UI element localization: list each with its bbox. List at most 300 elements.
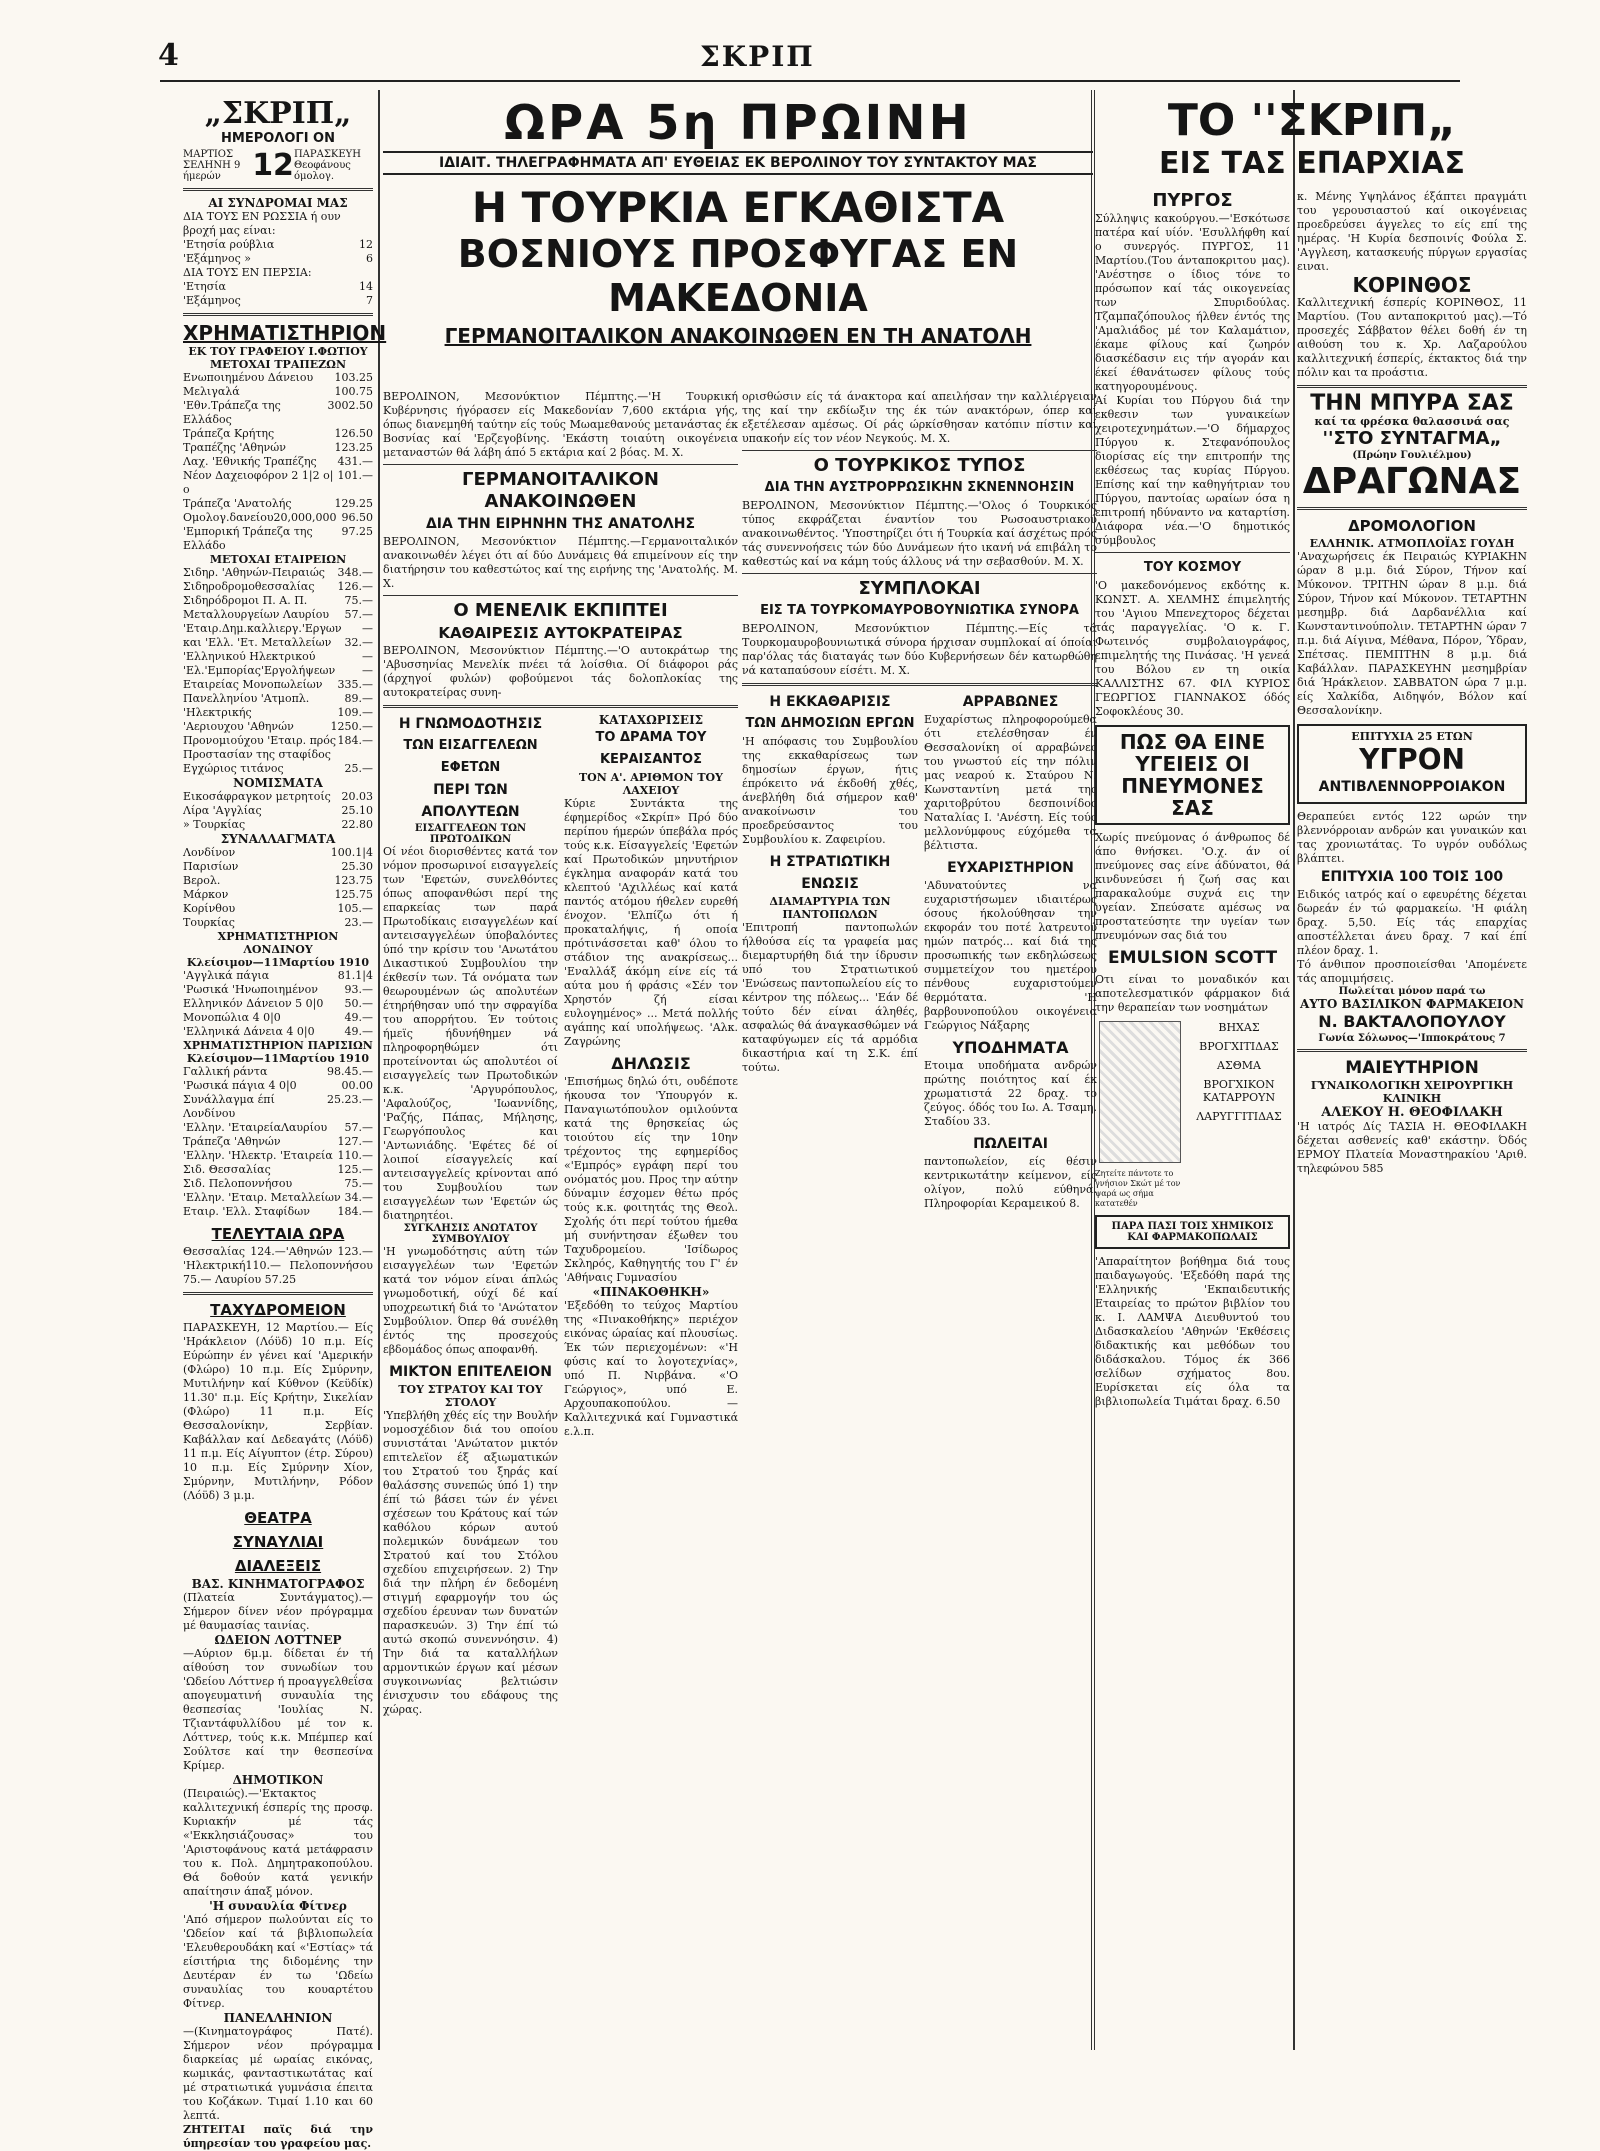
row-value: 125.75 — [334, 888, 373, 901]
center-right-column — [742, 390, 1097, 2050]
row-label: 'Ετησία — [183, 280, 226, 293]
row-value: 126.— — [337, 580, 373, 593]
provinces-subtitle: ΕΙΣ ΤΑΣ ΕΠΑΡΧΙΑΣ — [1158, 146, 1466, 181]
ad-title: ΥΠΟΔΗΜΑΤΑ — [952, 1038, 1069, 1057]
table-row — [183, 706, 373, 720]
ad-title: ΣΑΣ — [1171, 796, 1214, 820]
row-label: Τράπεζα Κρήτης — [183, 427, 275, 440]
ad-brand: EMULSION SCOTT — [1107, 948, 1278, 968]
row-label: Συνάλλαγμα έπί Λονδίνου — [183, 1093, 275, 1120]
london-date: Κλείσιμον—11Μαρτίου 1910 — [186, 956, 370, 969]
table-row — [183, 860, 373, 874]
table-row — [183, 399, 373, 427]
article-subtitle: ΤΟΥ ΣΤΡΑΤΟΥ ΚΑΙ ΤΟΥ ΣΤΟΛΟΥ — [398, 1383, 543, 1409]
article-subtitle: ΚΑΘΑΙΡΕΣΙΣ ΑΥΤΟΚΡΑΤΕΙΡΑΣ — [438, 624, 683, 642]
ad-beer-title: ΤΗΝ ΜΠΥΡΑ ΣΑΣ — [1310, 391, 1514, 416]
saint: Θεοφάνους όμολογ. — [293, 160, 351, 182]
column-divider — [378, 90, 380, 2050]
row-label: Λίρα 'Αγγλίας — [183, 804, 262, 817]
ad-liquid-sub: ΑΝΤΙΒΛΕΝΝΟΡΡΟΙΑΚΟΝ — [1318, 779, 1506, 795]
article-prosecutors: Οί νέοι διορισθέντες κατά τον νόμον προσωρινοί εισαγγελείς των 'Εφετών, συνελθόντες όπως αποφανθώσι περί της επαρκείας των παρά Πρωτοδίκαις εισαγγελέων καί αντεισαγγελέων ύποβαλόντες ύπό την κρίσιν του 'Ανωτάτου Δικαστικού Συμβουλίου την έκθεσίν των. Τά ονόματα των θεωρουμένων ώς απολυτέων έτηρήθησαν υπό την σφραγίδα του απορρήτου. Έν τούτοις ήμεϊς ήδυνήθημεν νά πληροφορηθώμεν ότι προτείνονται ώς απολυτέοι οί εισαγγελείς των Πρωτοδικών κ.κ. 'Αργυρόπουλος, 'Αφαλούζος, 'Ιωαννίδης, 'Ραζής, Πάπας, Μήλησης, Γεωργόπουλος και 'Αντωνιάδης. 'Εφέτες δέ οί λοιποί είσαγγελείς καί αντεισαγγελείς κρίνονται από του Συμβουλίου των εισαγγελέων των 'Εφετών ώς διατηρητέοι. — [383, 845, 558, 1222]
row-value: 100.75 — [334, 385, 373, 398]
table-row — [183, 1149, 373, 1163]
ailments-list — [1189, 1015, 1289, 1209]
row-value: 103.25 — [334, 371, 373, 384]
row-label: 'Ρωσικά πάγια 4 0|0 — [183, 1079, 297, 1092]
row-value: 22.80 — [341, 818, 373, 831]
row-label: Τράπεζα 'Ανατολής — [183, 497, 292, 510]
row-label: 'Εθν.Τράπεζα της Ελλάδος — [183, 399, 281, 426]
clinic-sub: ΓΥΝΑΙΚΟΛΟΓΙΚΗ ΧΕΙΡΟΥΡΓΙΚΗ ΚΛΙΝΙΚΗ — [1310, 1079, 1514, 1105]
article-title: Ο ΤΟΥΡΚΙΚΟΣ ΤΥΠΟΣ — [813, 455, 1026, 476]
table-row — [183, 902, 373, 916]
companies-title: ΜΕΤΟΧΑΙ ΕΤΑΙΡΕΙΩΝ — [209, 553, 347, 566]
table-row — [183, 790, 373, 804]
table-row — [183, 1163, 373, 1177]
table-row — [183, 916, 373, 930]
fitner-title: 'Η συναυλία Φίτνερ — [209, 1899, 347, 1913]
article-clashes: ΒΕΡΟΛΙΝΟΝ, Μεσονύκτιον Πέμπτης.—Είς τά Τουρκομαυροβουνιωτικά σύνορα ήρχισαν συμπλοκαί αί όποίαι παρ'όλας τάς διαταγάς των δύο Κυβερνήσεων δέν κατωρθώθη νά καταπαύσουν είσέτι. Μ. Χ. — [742, 622, 1097, 677]
left-column — [183, 90, 387, 2150]
row-label: Εταιρείας Μονοπωλείων — [183, 678, 323, 691]
row-value: 105.— — [337, 902, 373, 915]
row-label: 'Εξάμηνος » — [183, 252, 251, 265]
row-value: 100.1|4 — [330, 846, 373, 859]
article-title: «ΠΙΝΑΚΟΘΗΚΗ» — [592, 1285, 710, 1299]
london-table — [183, 969, 373, 1039]
article-title: ΔΗΛΩΣΙΣ — [611, 1054, 691, 1073]
last-hour-title: ΤΕΛΕΥΤΑΙΑ ΩΡΑ — [211, 1225, 345, 1243]
cinema-title: ΒΑΣ. ΚΙΝΗΜΑΤΟΓΡΑΦΟΣ — [191, 1577, 365, 1591]
ad-liquid-text: Θεραπεύει εντός 122 ωρών την βλεννόρροιαν ανδρών και γυναικών και τας χρονιωτάτας. Το υγρόν ουδόλως βλάπτει. — [1297, 810, 1527, 865]
theatre-title: ΘΕΑΤΡΑ — [244, 1509, 312, 1527]
ad-liquid-text-2: Ειδικός ιατρός καί ο εφευρέτης δέχεται δωρεάν έν τώ φαρμακείω. 'Η φιάλη δραχ. 5,50. Είς τάς επαρχίας αποστέλλεται άνευ δραχ. 7 καί έπί πλέον δραχ. 1. — [1297, 888, 1527, 957]
fx-table — [183, 846, 373, 930]
article-title: ΜΙΚΤΟΝ ΕΠΙΤΕΛΕΙΟΝ — [389, 1364, 552, 1380]
table-row — [183, 1011, 373, 1025]
pharmacy-address: Γωνία Σόλωνος—'Ιπποκράτους 7 — [1318, 1033, 1506, 1044]
row-label: Τραπέζης 'Αθηνών — [183, 441, 286, 454]
article-title: Η ΣΤΡΑΤΙΩΤΙΚΗ ΕΝΩΣΙΣ — [769, 854, 891, 892]
article-pyrgos: Σύλληψις κακούργου.—'Εσκότωσε πατέρα καί υίόν. 'Εσυλλήφθη καί ο συνεργός. ΠΥΡΓΟΣ, 11 Μαρτίου.(Του άνταποκριτου μας). 'Ανέστησε ο ίδιος τόνε το πρόσωπον καί τάς οικογενείας των Σπυριδούλας. Τζαμπαζόπουλος ήλθεν έντός της 'Αμαλιάδος μέ τον Καλαμάτιον, έκαμε φίλους καί ζωηρόν διασκέδασιν εις τήν αγοράν και έκεί έθανάτωσεν φίλους τούς κατηγορουμένους. — [1095, 212, 1290, 393]
ads-column — [1297, 190, 1527, 2050]
dimotikon-title: ΔΗΜΟΤΙΚΟΝ — [232, 1773, 324, 1787]
row-label: Μελιγαλά — [183, 385, 240, 398]
panellinion-text: —(Κινηματογράφος Πατέ). Σήμερον νέον πρόγραμμα διαρκείας μέ ωραίας εικόνας, κωμικάς, φανταστικωτάτας καί μέ στρατιωτικά γυμνάσια έπειτα του Κοζάκων. Τιμαί 1.10 και 60 λεπτά. — [183, 2025, 373, 2122]
timetable-text: 'Αναχωρήσεις έκ Πειραιώς ΚΥΡΙΑΚΗΝ ώραν 8 μ.μ. διά Σύρον, Τήνον καί Μύκονον. ΤΡΙΤΗΝ ώραν 8 μ.μ. διά Σύρον, Τήνον καί Μύκονον. ΤΕΤΑΡΤΗΝ μεσημβρ. διά Δαρδανέλλια καί Κωνσταντινούπολιν. ΤΕΤΑΡΤΗΝ ώραν 7 π.μ. διά Αίγινα, Μέθανα, Πόρον, Ύδραν, Σπέτσας. ΠΕΜΠΤΗΝ 8 μ.μ. διά Καβάλλαν. ΠΑΡΑΣΚΕΥΗΝ μεσημβρίαν διά Ήράκλειον. ΣΑΒΒΑΤΟΝ ώρα 7 μ.μ. είς Χαλκίδα, Αιδηψόν, Βόλον καί Θεσσαλονίκην. — [1297, 550, 1527, 717]
clinic-title: ΜΑΙΕΥΤΗΡΙΟΝ — [1345, 1058, 1479, 1078]
page-number: 4 — [158, 38, 179, 73]
table-row — [183, 874, 373, 888]
ad-success-label: ΕΠΙΤΥΧΙΑ 25 ΕΤΩΝ — [1351, 730, 1473, 743]
article-title: ΣΥΜΠΛΟΚΑΙ — [858, 578, 981, 599]
article-subtitle: ΔΙΑΜΑΡΤΥΡΙΑ ΤΩΝ ΠΑΝΤΟΠΩΛΩΝ — [769, 895, 891, 921]
subscriptions-list — [183, 210, 373, 308]
article-thanks: 'Αδυνατούντες να ευχαριστήσωμεν ιδιαιτέρως όσους ήκολούθησαν την εκφοράν του ποτέ λατρευτού ημών πατρός... καί διά της προσωπικής των εκδηλώσεως συμμετείχον του ημετέρου πένθους ευχαριστούμεν θερμότατα. 'Η βαρβουνοπούλου οικογένεια Γεώργιος Νάξαρης — [924, 879, 1097, 1032]
row-value: 431.— — [337, 455, 373, 468]
concerts-title: ΣΥΝΑΥΛΙΑΙ — [232, 1533, 324, 1551]
table-row — [183, 678, 373, 692]
table-row — [183, 720, 373, 734]
article-title: Ο ΜΕΝΕΛΙΚ ΕΚΠΙΠΤΕΙ — [453, 600, 668, 621]
row-value: 50.— — [344, 997, 373, 1010]
article-german-italian: ΒΕΡΟΛΙΝΟΝ, Μεσονύκτιον Πέμπτης.—Γερμανοιταλικόν ανακοινωθέν λέγει ότι αί δύο Δυνάμεις θά επιμείνουν είς την διατήρησιν του καθεστώτος καί της ειρήνης της 'Ανατολής. Μ. Χ. — [383, 535, 738, 590]
dimotikon-text: (Πειραιώς).—'Εκτακτος καλλιτεχνική έσπερίς της προσφ. Κυριακήν μέ τάς «'Εκκλησιάζουσας» του 'Αριστοφάνους κατά μετάφρασιν του κ. Πολ. Δημητρακοπούλου. Θά δοθούν κατά γενικήν απαίτησιν άπαξ μόνον. — [183, 1787, 373, 1898]
row-label: Εικοσάφραγκον μετρητοίς — [183, 790, 331, 803]
clinic-name: ΑΛΕΚΟΥ Η. ΘΕΟΦΙΛΑΚΗ — [1321, 1105, 1503, 1120]
table-row — [183, 1177, 373, 1191]
ad-book: 'Απαραίτητον βοήθημα διά τους παιδαγωγούς. 'Εξεδόθη παρά της 'Ελληνικής 'Εκπαιδευτικής Εταιρείας το πρώτον βιβλίον του κ. Ι. ΛΑΜΨΑ Διευθυντού του Διδασκαλείου 'Αθηνών 'Εκθέσεις διδακτικής και μεθόδων του διδάσκαλου. Τόμος έκ 366 σελίδων σχήματος 8ου. Ευρίσκεται είς όλα τα βιβλιοπωλεία Τιμάται δραχ. 6.50 — [1095, 1255, 1290, 1408]
headline-3: ΓΕΡΜΑΝΟΙΤΑΛΙΚΟΝ ΑΝΑΚΟΙΝΩΘΕΝ ΕΝ ΤΗ ΑΝΑΤΟΛΗ — [444, 324, 1032, 348]
row-value: 34.— — [344, 1191, 373, 1204]
row-label: 'Εταιρ.Δημ.καλλιεργ.'Εργων — [183, 622, 342, 635]
table-row — [183, 818, 373, 832]
row-value: 184.— — [337, 734, 373, 747]
table-row — [183, 734, 373, 762]
table-row — [183, 1093, 373, 1121]
section-title: ΚΑΤΑΧΩΡΙΣΕΙΣ — [598, 713, 704, 727]
companies-table — [183, 566, 373, 776]
table-row — [183, 1135, 373, 1149]
ad-title: ΠΩΣ ΘΑ ΕΙΝΕ — [1119, 730, 1266, 754]
article-mixed-staff: 'Υπεβλήθη χθές είς την Βουλήν νομοσχέδιον διά του οποίου συνιστάται 'Ανώτατον μικτόν επιτελεϊον έξ αξιωματικών του Στρατού του ξηράς καί θαλάσσης συνεπώς ύπό 1) την έπί τώ βάσει τών έν γένει σχέσεων του Κράτους καί τών καθόλου κόρων αυτού πολεμικών δυνάμεων του Στρατού καί του Στόλου σχεδίου επιχειρήσεων. 2) Την διά την πλήρη έν δεδομένη στιγμή εφαρμογήν του ώς σχεδίου έρευναν των δυνατών παρασκευών. 3) Την έπί τώ αυτώ σκοπώ συνεννόησιν. 4) Την διά τα καταλλήλων αρμοντικών έργων καί μέσων συγκοινωνίας βελτιώσιν ένισχυσιν του εδάφους της χώρας. — [383, 1409, 558, 1716]
row-label: Μεταλλουργείων Λαυρίου — [183, 608, 330, 621]
article-menelik: ΒΕΡΟΛΙΝΟΝ, Μεσονύκτιον Πέμπτης.—'Ο αυτοκράτωρ της 'Αβυσσηνίας Μενελίκ πνέει τά λοίσθια. Οί διάφοροι ράς (άρχηγοί φυλών) φοβούμενοι τάς δολοπλοκίας της αυτοκρατείρας συνη- — [383, 644, 738, 699]
article-misc: κ. Μένης Υψηλάνος έξάπτει πραγμάτι του γερουσιαστού καί οικογένειας προεδρεύσει άγγελες το είς επί της ημέρας. 'Η Κυρία δεσποινίς Φούλα Σ. 'Αγγλεση, κατασκευής πύργων εργασίας ειναι. — [1297, 190, 1527, 273]
coins-title: ΝΟΜΙΣΜΑΤΑ — [233, 776, 323, 790]
row-value: 96.50 — [341, 511, 373, 524]
article-public-works: 'Η απόφασις του Συμβουλίου της εκκαθαρίσεως των δημοσίων έργων, ήτις έπρόκειτο νά έκδοθή χθές, άνεβλήθη διά σήμερον καθ' ανακοίνωσιν του προεδρεύσαντος του Συμβουλίου κ. Ζαφειρίου. — [742, 735, 918, 846]
row-value: 25.— — [344, 762, 373, 775]
row-label: Παρισίων — [183, 860, 239, 873]
row-label: Κορίνθου — [183, 902, 236, 915]
article-pyrgos-2: Αί Κυρίαι του Πύργου διά την εκθεσιν των γυναικείων χειροτεχνημάτων.—'Ο δήμαρχος Πύργου κ. Στεφανόπουλος διορίσας είς την επιτροπήν της εκθέσεως τας κυρίας Πύργου. Επίσης καί την καθηγήτριαν του Πύργου, παντοίας ωραίων όσα η επιτροπή ηδύναντο να καταρτίση. Διάφορα νέα.—'Ο δημοτικός σύμβουλος — [1095, 394, 1290, 547]
article-turkey-refugees: ΒΕΡΟΛΙΝΟΝ, Μεσονύκτιον Πέμπτης.—'Η Τουρκική Κυβέρνησις ήγόρασεν είς Μακεδονίαν 7,600 εκτάρια γής, όπως διανεμηθή ταύτην είς τούς Μωαμεθανούς μετανάστας έκ Βοσνίας καί 'Ερζεγοβίνης. 'Εκάστη τοιαύτη οικογένεια μεταναστών θά λάβη άπό 5 εκτάρια καί 2 βόας. Μ. Χ. — [383, 390, 738, 459]
row-value: 23.— — [344, 916, 373, 929]
table-row — [183, 762, 373, 776]
row-label: Εγχώριος τιτάνος — [183, 762, 284, 775]
row-value: 348.— — [337, 566, 373, 579]
table-row — [183, 1121, 373, 1135]
row-label: 'Ελ.'Εμπορίας'Εργολήψεων — [183, 664, 336, 677]
ailment-item: ΑΣΘΜΑ — [1217, 1059, 1261, 1072]
row-value: 75.— — [344, 1177, 373, 1190]
row-value: 49.— — [344, 1025, 373, 1038]
ad-beer-note: (Πρώην Γουλιέλμου) — [1352, 450, 1472, 461]
row-label: Σιδ. Θεσσαλίας — [183, 1163, 271, 1176]
table-row — [183, 294, 373, 308]
table-row — [183, 1065, 373, 1079]
table-row — [183, 525, 373, 553]
article-subtitle: ΔΙΑ ΤΗΝ ΕΙΡΗΝΗΝ ΤΗΣ ΑΝΑΤΟΛΗΣ — [425, 516, 696, 532]
month: ΜΑΡΤΙΟΣ — [183, 149, 234, 160]
ad-liquid: ΥΓΡΟΝ — [1359, 743, 1465, 776]
london-title: ΧΡΗΜΑΤΙΣΤΗΡΙΟΝ ΛΟΝΔΙΝΟΥ — [217, 930, 339, 956]
ad-shoes: Ετοιμα υποδήματα ανδρών πρώτης ποιότητος καί έκ χρωματιστά 22 δραχ. το ζεύγος. όδός του Ιω. Α. Τσαμη. Σταδίου 33. — [924, 1059, 1097, 1128]
row-value: 184.— — [337, 1205, 373, 1218]
table-row — [183, 622, 373, 636]
row-label: Πανελληνίου 'Ατμοπλ. — [183, 692, 310, 705]
row-value: 20.03 — [341, 790, 373, 803]
last-hour-text: Θεσσαλίας 124.—'Αθηνών 123.— 'Ηλεκτρική110.— Πελοποννήσου 75.— Λαυρίου 57.25 — [183, 1245, 373, 1286]
row-value: 109.— — [337, 706, 373, 719]
row-label: Σιδηρ. 'Αθηνών-Πειραιώς — [183, 566, 325, 579]
table-row — [183, 846, 373, 860]
masthead-rule — [160, 80, 1460, 82]
row-value: 93.— — [344, 983, 373, 996]
ailment-item: ΒΡΟΓΧΙΤΙΔΑΣ — [1199, 1040, 1279, 1053]
pharmacy-name: Ν. ΒΑΚΤΑΛΟΠΟΥΛΟΥ — [1318, 1012, 1506, 1031]
day-number: 12 — [252, 148, 294, 183]
row-label: 'Ελληνικού Ηλεκτρικού — [183, 650, 316, 663]
provinces-header — [1097, 95, 1527, 181]
row-label: Τουρκίας — [183, 916, 235, 929]
banner: ΩΡΑ 5η ΠΡΩΙΝΗ — [504, 95, 972, 151]
table-row — [183, 441, 373, 455]
ad-beer-place: ''ΣΤΟ ΣΥΝΤΑΓΜΑ„ — [1322, 428, 1502, 449]
table-row — [183, 469, 373, 497]
ad-for-sale: παντοπωλείον, είς θέσιν κεντρικωτάτην κείμενον, είς ολίγον, πολύ εύθηνά. Πληροφορίαι Κεραμεικού 8. — [924, 1155, 1097, 1210]
table-row — [183, 1191, 373, 1205]
table-row — [183, 371, 373, 385]
table-row — [183, 692, 373, 706]
row-value: — — [362, 650, 373, 663]
row-label: Σιδηρόδρομοι Π. Α. Π. — [183, 594, 308, 607]
table-row — [183, 804, 373, 818]
calendar-label: ΗΜΕΡΟΛΟΓΙ ΟΝ — [221, 131, 335, 146]
banks-table — [183, 371, 373, 553]
row-label: 'Ρωσικά 'Ηνωποιημένον — [183, 983, 318, 996]
row-label: 'Εξάμηνος — [183, 294, 241, 307]
row-value: 335.— — [337, 678, 373, 691]
row-label: Γαλλική ράντα — [183, 1065, 268, 1078]
odeion-text: —Αύριον 6μ.μ. δίδεται έν τή αίθούση τον συνωδίων του 'Ωδείου Λόττνερ ή προαγγελθεΐσα απογευματινή συναυλία της θεσπεσίας 'Ιουλίας Ν. Τζιαντάφυλλίδου μέ τον κ. Λόττνερ, τούς κ.κ. Μπέμπερ καί Σούλτσε καί την θεσπεσίνα Κρίμερ. — [183, 1647, 373, 1772]
table-row — [183, 608, 373, 622]
article-subtitle: ΔΙΑ ΤΗΝ ΑΥΣΤΡΟΡΡΩΣΙΚΗΝ ΣΚΝΕΝΝΟΗΣΙΝ — [764, 480, 1075, 495]
paris-date: Κλείσιμον—11Μαρτίου 1910 — [186, 1052, 370, 1065]
row-label: Βερολ. — [183, 874, 221, 887]
row-label: 'Ετησία ρούβλια — [183, 238, 275, 251]
row-label: Λαχ. 'Εθνικής Τραπέζης — [183, 455, 317, 468]
row-value: 25.30 — [341, 860, 373, 873]
table-row — [183, 580, 373, 594]
ad-beer-sub: καί τα φρέσκα θαλασσινά σας — [1314, 415, 1510, 428]
headline-2: ΒΟΣΝΙΟΥΣ ΠΡΟΣΦΥΓΑΣ ΕΝ ΜΑΚΕΔΟΝΙΑ — [457, 232, 1019, 320]
row-label: » Τουρκίας — [183, 818, 246, 831]
row-label: 'Ελλην. 'Ηλεκτρ. 'Εταιρεία — [183, 1149, 333, 1162]
cinema-text: (Πλατεία Συντάγματος).—Σήμερον δίνεν νέον πρόγραμμα μέ θαυμασίας ταινίας. — [183, 1591, 373, 1632]
article-grocers: 'Επιτροπή παντοπωλών ήλθούσα είς τα γραφεία μας διεμαρτυρήθη διά την ίδρυσιν υπό του Στρατιωτικού 'Ενώσεως παντοπωλείου είς το κέντρον της πόλεως... 'Εάν δέ τούτο δέν είναι άληθές, ασφαλώς θά άναγκασθώμεν νά καταφύγωμεν είς τά αρμόδια δικαστήρια καί τη Σ.Κ. έπί τούτω. — [742, 921, 918, 1074]
date-block — [183, 148, 373, 183]
table-row — [183, 385, 373, 399]
table-row — [183, 427, 373, 441]
article-lottery: Κύριε Συντάκτα της έφημερίδος «Σκρίπ» Πρό δύο περίπου ήμερών ύπεβάλα πρός τούς κ.κ. Είσαγγελείς 'Εφετών καί Πρωτοδικών μηνυτήριον έγκλημα αναφοράν κατά του κλεπτού 'Αχιλλέως καί κατά παντός ατόμου ήθελεν ευρεθή ένοχον. 'Ελπίζω ότι ή προκαταλήψις, ή οποία πρότινάσσεται καθ' όλου το στάδιον της ανακρίσεως... 'Εναλλάξ άκόμη είνε είς τά αύτα μου ή φράσις «Σέν τον Χρηστόν ζή είσαι ευλογημένος» ... Μετά πολλής αγάπης καί υπολήψεως. 'Αλκ. Ζαγρώνης — [564, 797, 738, 1048]
row-value: 81.1|4 — [337, 969, 373, 982]
row-label: Προνομιούχου 'Εταιρ. πρός Προστασίαν της σταφίδος — [183, 734, 337, 761]
table-row — [183, 983, 373, 997]
row-value: 1250.— — [330, 720, 373, 733]
row-value: 00.00 — [341, 1079, 373, 1092]
row-value: — — [362, 622, 373, 635]
clinic-text: 'Η ιατρός Δίς ΤΑΣΙΑ Η. ΘΕΟΦΙΛΑΚΗ δέχεται ασθενείς καθ' εκάστην. Όδός ΕΡΜΟΥ Πλατεία Μοναστηρακίου 'Αριθ. τηλεφώνου 585 — [1297, 1120, 1527, 1175]
masthead-title: ΣΚΡΙΠ — [700, 40, 815, 73]
article-subtitle: ΤΟΝ Α'. ΑΡΙΘΜΟΝ ΤΟΥ ΛΑΧΕΙΟΥ — [578, 771, 723, 797]
table-row — [183, 1205, 373, 1219]
paris-title: ΧΡΗΜΑΤΙΣΤΗΡΙΟΝ ΠΑΡΙΣΙΩΝ — [183, 1039, 373, 1052]
row-value: 97.25 — [341, 525, 373, 538]
center-header — [383, 95, 1093, 352]
row-value: 25.23.— — [327, 1093, 373, 1106]
row-label: Τράπεζα 'Αθηνών — [183, 1135, 281, 1148]
pharmacy-notice: ΠΑΡΑ ΠΑΣΙ ΤΟΙΣ ΧΗΜΙΚΟΙΣ ΚΑΙ ΦΑΡΜΑΚΟΠΩΛΑΙΣ — [1095, 1215, 1290, 1249]
post-text: ΠΑΡΑΣΚΕΥΗ, 12 Μαρτίου.— Είς 'Ηράκλειον (Λόϋδ) 10 π.μ. Είς Εύρώπην έν γένει καί 'Αμερικήν (Φλώρο) 10 π.μ. Είς Σμύρνην, Μυτιλήνην καί Κύθνον (Κεϋδίκ) 11.30' π.μ. Είς Κρήτην, Σικελίαν (Φλώρο) 11 π.μ. Είς Θεσσαλονίκην, Σερβίαν. Καβάλλαν καί Δεδεαγάτς (Λόϋδ) 11 π.μ. Είς Αίγυπτον (έτρ. Σύρου) 10 π.μ. Είς Σμύρνην Χίον, Σμύρνην, Μυτιλήνην, Ρόδον (Λόϋδ) 3 μ.μ. — [183, 1321, 373, 1502]
article-title: ΓΕΡΜΑΝΟΙΤΑΛΙΚΟΝ ΑΝΑΚΟΙΝΩΘΕΝ — [461, 469, 659, 512]
article-korinthos: Καλλιτεχνική έσπερίς ΚΟΡΙΝΘΟΣ, 11 Μαρτίου. (Του ανταποκριτού μας).—Τό προσεχές Σάββατον θέλει δοθή έν τη αιθούση του κ. Χρ. Λαζαρούλου καλλιτεχνική έσπερίς, έκτακτος διά την πόλιν και τα προάστια. — [1297, 296, 1527, 379]
banks-title: ΜΕΤΟΧΑΙ ΤΡΑΠΕΖΩΝ — [209, 358, 346, 371]
row-value: 129.25 — [334, 497, 373, 510]
row-label: Σιδ. Πελοποννήσου — [183, 1177, 293, 1190]
article-subtitle: ΕΙΣΑΓΓΕΛΕΩΝ ΤΩΝ ΠΡΩΤΟΔΙΚΩΝ — [414, 823, 527, 845]
moon: ΣΕΛΗΝΗ 9 ήμερών — [183, 160, 241, 182]
fisherman-illustration — [1099, 1021, 1181, 1163]
calendar-title: „ΣΚΡΙΠ„ — [204, 96, 352, 131]
odeion-title: ΩΔΕΙΟΝ ΛΟΤΤΝΕΡ — [214, 1633, 342, 1647]
row-label: Ομολογ.δανείου20,000,000 — [183, 511, 337, 524]
row-value: 126.50 — [334, 427, 373, 440]
row-label: Ελληνικόν Δάνειον 5 0|0 — [183, 997, 324, 1010]
subscriptions-title: ΑΙ ΣΥΝΔΡΟΜΑΙ ΜΑΣ — [208, 196, 348, 210]
row-value: 49.— — [344, 1011, 373, 1024]
row-value: 123.25 — [334, 441, 373, 454]
ad-sold-at: Πωλείται μόνον παρά τω — [1338, 986, 1486, 997]
provinces-column — [1095, 190, 1290, 2050]
article-society: 'Ο μακεδονόμενος εκδότης κ. ΚΩΝΣΤ. Α. ΧΕΛΜΗΣ έπιμελητής του 'Αγιου Μπενεχτορος δέχεται τάς παραγγελίας. 'Ο κ. Γ. Φωτεινός συμβολαιογράφος, επιμελητής της Πινάσας. 'Η γενεά του Βόλου εν τη οικία ΚΑΛΛΙΣΤΗΣ 67. ΦΙΛ ΚΥΡΙΟΣ ΓΕΩΡΓΙΟΣ ΓΙΑΝΝΑΚΟΣ όδός Σοφοκλέους 30. — [1095, 579, 1290, 718]
row-label: ΔΙΑ ΤΟΥΣ ΕΝ ΠΕΡΣΙΑ: — [183, 266, 312, 279]
article-subtitle: ΤΩΝ ΔΗΜΟΣΙΩΝ ΕΡΓΩΝ — [745, 716, 915, 731]
section-title: ΤΟΥ ΚΟΣΜΟΥ — [1143, 560, 1242, 575]
ailment-item: ΛΑΡΥΓΓΙΤΙΔΑΣ — [1196, 1110, 1282, 1123]
timetable-sub: ΕΛΛΗΝΙΚ. ΑΤΜΟΠΛΟΪΑΣ ΓΟΥΔΗ — [1309, 537, 1515, 550]
row-value: 110.— — [337, 1149, 373, 1162]
row-value: 75.— — [344, 594, 373, 607]
paris-table — [183, 1065, 373, 1219]
bourse-title: ΧΡΗΜΑΤΙΣΤΗΡΙΟΝ — [183, 321, 387, 345]
row-value: 57.— — [344, 1121, 373, 1134]
row-value: 32.— — [344, 636, 373, 649]
row-value: 98.45.— — [327, 1065, 373, 1078]
row-value: 127.— — [337, 1135, 373, 1148]
wanted-notice: ΖΗΤΕΙΤΑΙ παϊς διά την ύπηρεσίαν του γραφείου μας. — [183, 2123, 373, 2150]
table-row — [183, 969, 373, 983]
provinces-title: ΤΟ ''ΣΚΡΙΠ„ — [1167, 95, 1457, 146]
table-row — [183, 650, 373, 664]
article-pinakothiki: 'Εξεδόθη το τεύχος Μαρτίου της «Πινακοθήκης» περιέχον εικόνας ώραίας καί πλουσίως. Έκ τών περιεχομένων: «'Η φύσις καί το λογοτεχνίας», υπό Π. Νιρβάνα. «'Ο Γεώργιος», υπό Ε. Αρχουπακοπούλου. —Καλλιτεχνικά καί Γυμναστικά ε.λ.π. — [564, 1299, 738, 1438]
row-label: Λονδίνον — [183, 846, 236, 859]
ad-success-100: ΕΠΙΤΥΧΙΑ 100 ΤΟΙΣ 100 — [1320, 869, 1504, 885]
table-row — [183, 210, 373, 238]
table-row — [183, 266, 373, 280]
row-label: 'Αγγλικά πάγια — [183, 969, 270, 982]
ad-title: ΠΝΕΥΜΟΝΕΣ — [1121, 774, 1264, 798]
table-row — [183, 566, 373, 580]
article-subtitle: ΣΥΓΚΛΗΣΙΣ ΑΝΩΤΑΤΟΥ ΣΥΜΒΟΥΛΙΟΥ — [403, 1223, 538, 1245]
row-value: 125.— — [337, 1163, 373, 1176]
row-value: 3002.50 — [327, 399, 373, 412]
article-turkish-press: ΒΕΡΟΛΙΝΟΝ, Μεσονύκτιον Πέμπτης.—'Ολος ό Τουρκικός τύπος εκφράζεται έναντίον του Ρωσοαυστριακού ανακοινωθέντος. 'Υποστηρίζει ότι ή Τουρκία καί άσχέτως πρός τάς συνεννοήσεις τών δύο Δυνάμεων ήτο ικανή νά επιβάλη το καθεστώς καί να κάμη τούς άλλους νά την σεβασθούν. Μ. Χ. — [742, 499, 1097, 568]
ad-title: ΥΓΕΙΕΙΣ ΟΙ — [1135, 752, 1250, 776]
ad-title: ΠΩΛΕΙΤΑΙ — [973, 1136, 1048, 1152]
row-value: 6 — [366, 252, 373, 265]
row-label: Εταιρ. 'Ελλ. Σταφίδων — [183, 1205, 310, 1218]
row-label: και 'Ελλ. 'Ετ. Μεταλλείων — [183, 636, 332, 649]
illustration-caption: Ζητείτε πάντοτε το γνήσιον Σκώτ μέ τον ψαρά ως σήμα κατατεθέν — [1095, 1169, 1181, 1208]
bourse-subtitle: ΕΚ ΤΟΥ ΓΡΑΦΕΙΟΥ Ι.ΦΩΤΙΟΥ — [188, 345, 368, 358]
table-row — [183, 636, 373, 650]
city-title: ΚΟΡΙΝΘΟΣ — [1352, 273, 1472, 297]
banner-subtitle: ΙΔΙΑΙΤ. ΤΗΛΕΓΡΑΦΗΜΑΤΑ ΑΠ' ΕΥΘΕΙΑΣ ΕΚ ΒΕΡΟΛΙΝΟΥ ΤΟΥ ΣΥΝΤΑΚΤΟΥ ΜΑΣ — [383, 151, 1093, 175]
table-row — [183, 888, 373, 902]
table-row — [183, 1079, 373, 1093]
row-value: 12 — [359, 238, 373, 251]
row-value: 57.— — [344, 608, 373, 621]
row-value: 14 — [359, 280, 373, 293]
table-row — [183, 997, 373, 1011]
panellinion-title: ΠΑΝΕΛΛΗΝΙΟΝ — [223, 2011, 333, 2025]
article-menelik-cont: ορισθώσιν είς τά άνακτορα καί απειλήσαν την καλλιέργειαν της καί την εκδίωξιν της έκ τών ανακτόρων, όπερ καί εξετέλεσαν αμέσως. Οί ράς ώρκίσθησαν κατόπιν πίστιν καί υπακοήν είς τον νέον Νεγκούς. Μ. Χ. — [742, 390, 1097, 445]
ad-scott-text: Χωρίς πνεύμονας ό άνθρωπος δέ άπο θνήσκει. 'Ο.χ. άν οί πνεύμονες σας είνε άδύνατοι, θά κινδυνεύσει ή ζωή σας και παρακαλούμε συχνά εις την υγείαν. Σπεύσατε αμέσως να προστατεύσητε την υγείαν των πνευμόνων σας διά του — [1095, 831, 1290, 942]
city-title: ΠΥΡΓΟΣ — [1152, 190, 1233, 211]
row-value: 25.10 — [341, 804, 373, 817]
table-row — [183, 664, 373, 678]
table-row — [183, 252, 373, 266]
article-title: Η ΕΚΚΑΘΑΡΙΣΙΣ — [769, 694, 891, 710]
ailment-item: ΒΗΧΑΣ — [1218, 1021, 1260, 1034]
fx-title: ΣΥΝΑΛΛΑΓΜΑΤΑ — [220, 832, 336, 846]
row-label: Νέον Δαχειοφόρον 2 1|2 ο|ο — [183, 469, 334, 496]
article-subtitle: ΠΕΡΙ ΤΩΝ ΑΠΟΛΥΤΕΩΝ — [421, 782, 520, 820]
lectures-title: ΔΙΑΛΕΞΕΙΣ — [234, 1557, 322, 1575]
row-value: 123.75 — [334, 874, 373, 887]
article-title: ΑΡΡΑΒΩΝΕΣ — [962, 694, 1059, 710]
row-label: 'Αεριουχου 'Αθηνών — [183, 720, 294, 733]
row-value: 89.— — [344, 692, 373, 705]
center-left-column — [383, 390, 738, 2050]
table-row — [183, 238, 373, 252]
article-title: ΕΥΧΑΡΙΣΤΗΡΙΟΝ — [947, 860, 1074, 876]
ailment-item: ΒΡΟΓΧΙΚΟΝ ΚΑΤΑΡΡΟΥΝ — [1202, 1078, 1276, 1104]
article-declaration: 'Επισήμως δηλώ ότι, ουδέποτε ήκουσα τον 'Υπουργόν κ. Παναγιωτόπουλον ομιλούντα κατά της θρησκείας ώς τοιούτου είς την 10ην τρέχοντος της εφημερίδος «'Εμπρός» εγράφη περί του ονόματός μου. Προς την αύτην δύναμιν έσχομεν θέτω πρός τούς κ.κ. φοιτητάς της Θεολ. Σχολής ότι περί τούτου ήμεθα μή συνήντησαν έξωθεν του Ταχυδρομείου. 'Ισίδωρος Σκληρός, Καθηγητής του Γ' έν 'Αθήναις Γυμνασίου — [564, 1075, 738, 1284]
row-label: Μονοπώλια 4 0|0 — [183, 1011, 281, 1024]
row-label: Σιδηροδρομοθεσσαλίας — [183, 580, 315, 593]
row-label: Ενωποιημένου Δάνειου — [183, 371, 314, 384]
timetable-title: ΔΡΟΜΟΛΟΓΙΟΝ — [1348, 517, 1476, 535]
row-value: 7 — [366, 294, 373, 307]
article-subtitle: ΤΩΝ ΕΙΣΑΓΓΕΛΕΩΝ ΕΦΕΤΩΝ — [403, 738, 538, 775]
weekday: ΠΑΡΑΣΚΕΥΗ — [293, 149, 361, 160]
pharmacy-title: ΑΥΤΟ ΒΑΣΙΛΙΚΟΝ ΦΑΡΜΑΚΕΙΟΝ — [1300, 997, 1524, 1011]
article-subtitle: ΕΙΣ ΤΑ ΤΟΥΡΚΟΜΑΥΡΟΒΟΥΝΙΩΤΙΚΑ ΣΥΝΟΡΑ — [760, 603, 1079, 618]
row-label: 'Ηλεκτρικής — [183, 706, 252, 719]
row-value: — — [362, 664, 373, 677]
article-engagement: Ευχαρίστως πληροφορούμεθα ότι ετελέσθησαν έν Θεσσαλονίκη οί αρραβώνες του γνωστού είς την πόλιν μας νεαρού κ. Σταύρου Ν. Κωνσταντίνη μετά της χαριτοβρύτου δεσποινίδος Ναταλίας Ι. 'Ανέστη. Είς τούς μελλονύμφους εύχόμεθα τα βέλτιστα. — [924, 713, 1097, 852]
table-row — [183, 1025, 373, 1039]
table-row — [183, 280, 373, 294]
row-label: 'Ελλην. 'ΕταιρείαΛαυρίου — [183, 1121, 328, 1134]
row-value: 101.— — [337, 469, 373, 482]
masthead — [160, 30, 1460, 90]
ad-warning: Τό άνθιπον προσποιείσθαι 'Απομένετε τάς απομιμήσεις. — [1297, 958, 1527, 985]
article-prosecutors-2: 'Η γνωμοδότησις αύτη τών εισαγγελέων των 'Εφετών κατά τον νόμον είναι άπλώς γνωμοδοτική, ούχί δέ καί υποχρεωτική διά το 'Ανώτατον Συμβούλιον. Όπερ θά συνέλθη έντός της προσεχούς εβδομάδος όπως αποφανθή. — [383, 1245, 558, 1356]
